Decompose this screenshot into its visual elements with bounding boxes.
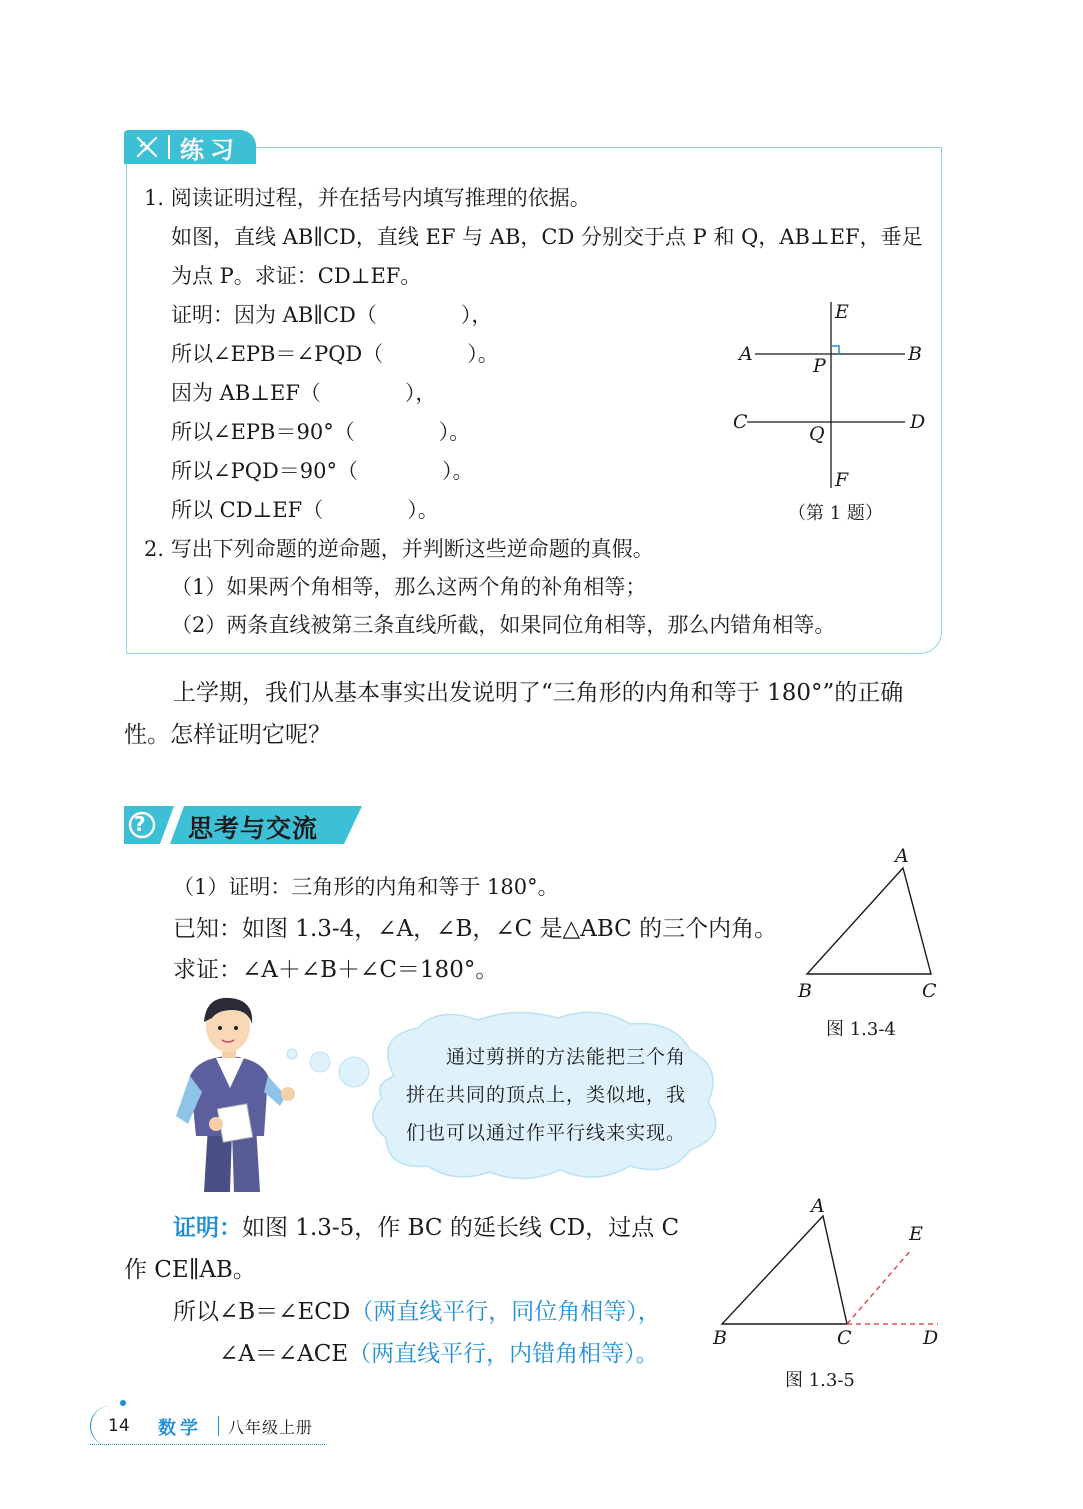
subject-title: 数学 xyxy=(158,1418,202,1439)
think-line-3: 求证：∠A＋∠B＋∠C＝180°。 xyxy=(173,957,499,983)
question-icon: ? xyxy=(134,812,146,836)
footer-dot xyxy=(120,1400,126,1406)
page-footer xyxy=(90,1400,330,1450)
proof-line-2: 作 CE∥AB。 xyxy=(124,1257,256,1283)
q1-claim: 为点 P。求证：CD⊥EF。 xyxy=(171,264,422,288)
label-d: D xyxy=(910,411,926,433)
intro-line-2: 性。怎样证明它呢？ xyxy=(124,722,331,748)
proof-label: 证明： xyxy=(173,1215,242,1241)
right-angle-mark xyxy=(831,346,839,354)
q2-prompt: 2. 写出下列命题的逆命题，并判断这些逆命题的真假。 xyxy=(144,537,654,561)
proof-line-3-reason: （两直线平行，同位角相等）， xyxy=(350,1299,661,1325)
proof-step: 所以 CD⊥EF（ ）。 xyxy=(171,498,439,522)
proof-step: 所以∠PQD＝90°（ ）。 xyxy=(171,459,474,483)
label-f: F xyxy=(835,469,849,491)
proof-line-1-text: 如图 1.3-5，作 BC 的延长线 CD，过点 C xyxy=(242,1215,680,1241)
label-b: B xyxy=(798,980,812,1002)
proof-step: 所以∠EPB＝90°（ ）。 xyxy=(171,420,471,444)
q2-item-1: （1）如果两个角相等，那么这两个角的补角相等； xyxy=(171,575,647,599)
q1-prompt: 1. 阅读证明过程，并在括号内填写推理的依据。 xyxy=(144,186,591,210)
think-title: 思考与交流 xyxy=(188,814,319,843)
thought-line: 拼在共同的顶点上，类似地，我 xyxy=(406,1084,687,1106)
grade-label: 八年级上册 xyxy=(228,1418,314,1437)
page-number: 14 xyxy=(108,1416,130,1436)
q2-item-2: （2）两条直线被第三条直线所截，如果同位角相等，那么内错角相等。 xyxy=(171,613,836,637)
footer-dotted-line xyxy=(90,1444,325,1445)
proof-line-3 xyxy=(173,1298,661,1327)
figure-1-3-4-caption: 图 1.3-4 xyxy=(826,1019,896,1040)
label-e: E xyxy=(909,1223,923,1245)
triangle-abc xyxy=(722,1216,847,1324)
label-e: E xyxy=(835,301,849,323)
tab-separator xyxy=(168,135,170,159)
proof-line-4-reason: （两直线平行，内错角相等）。 xyxy=(348,1341,659,1367)
triangle-abc xyxy=(807,868,931,974)
label-c: C xyxy=(922,980,937,1002)
thought-line: 们也可以通过作平行线来实现。 xyxy=(406,1122,687,1144)
label-d: D xyxy=(923,1327,939,1349)
proof-step: 所以∠EPB＝∠PQD（ ）。 xyxy=(171,342,499,366)
label-q: Q xyxy=(809,423,825,445)
label-a: A xyxy=(895,845,909,867)
q1-figure-caption: （第 1 题） xyxy=(788,503,883,524)
proof-line-4-main: ∠A＝∠ACE xyxy=(219,1341,349,1367)
think-line-1: （1）证明：三角形的内角和等于 180°。 xyxy=(173,875,559,899)
label-b: B xyxy=(713,1327,727,1349)
exercise-title: 练习 xyxy=(180,135,240,164)
parallel-ce xyxy=(847,1250,911,1324)
label-c: C xyxy=(837,1327,852,1349)
label-p: P xyxy=(813,355,826,377)
intro-line-1: 上学期，我们从基本事实出发说明了“三角形的内角和等于 180°”的正确 xyxy=(173,680,904,706)
figure-1-3-4 xyxy=(790,842,950,1002)
think-discuss-tab xyxy=(124,806,362,844)
label-c: C xyxy=(733,411,748,433)
figure-1-3-5-caption: 图 1.3-5 xyxy=(785,1370,855,1391)
exercise-tab xyxy=(124,130,256,164)
thought-line: 通过剪拼的方法能把三个角 xyxy=(446,1046,687,1068)
think-line-2: 已知：如图 1.3-4，∠A，∠B，∠C 是△ABC 的三个内角。 xyxy=(173,916,778,942)
proof-line-3-main: 所以∠B＝∠ECD xyxy=(173,1299,351,1325)
q1-given: 如图，直线 AB∥CD，直线 EF 与 AB，CD 分别交于点 P 和 Q，AB⊥EF，垂足 xyxy=(171,225,923,249)
ruler-pencil-icon xyxy=(132,132,162,162)
proof-line-1 xyxy=(173,1214,679,1243)
thought-text xyxy=(406,1038,716,1152)
label-b: B xyxy=(908,343,922,365)
label-a: A xyxy=(811,1195,825,1217)
figure-1-3-5 xyxy=(705,1192,955,1358)
proof-step: 因为 AB⊥EF（ ）， xyxy=(171,381,437,405)
proof-step: 证明：因为 AB∥CD（ ）， xyxy=(171,303,493,327)
footer-separator xyxy=(218,1416,219,1436)
label-a: A xyxy=(739,343,753,365)
q1-figure xyxy=(725,296,935,496)
proof-line-4 xyxy=(219,1340,659,1369)
